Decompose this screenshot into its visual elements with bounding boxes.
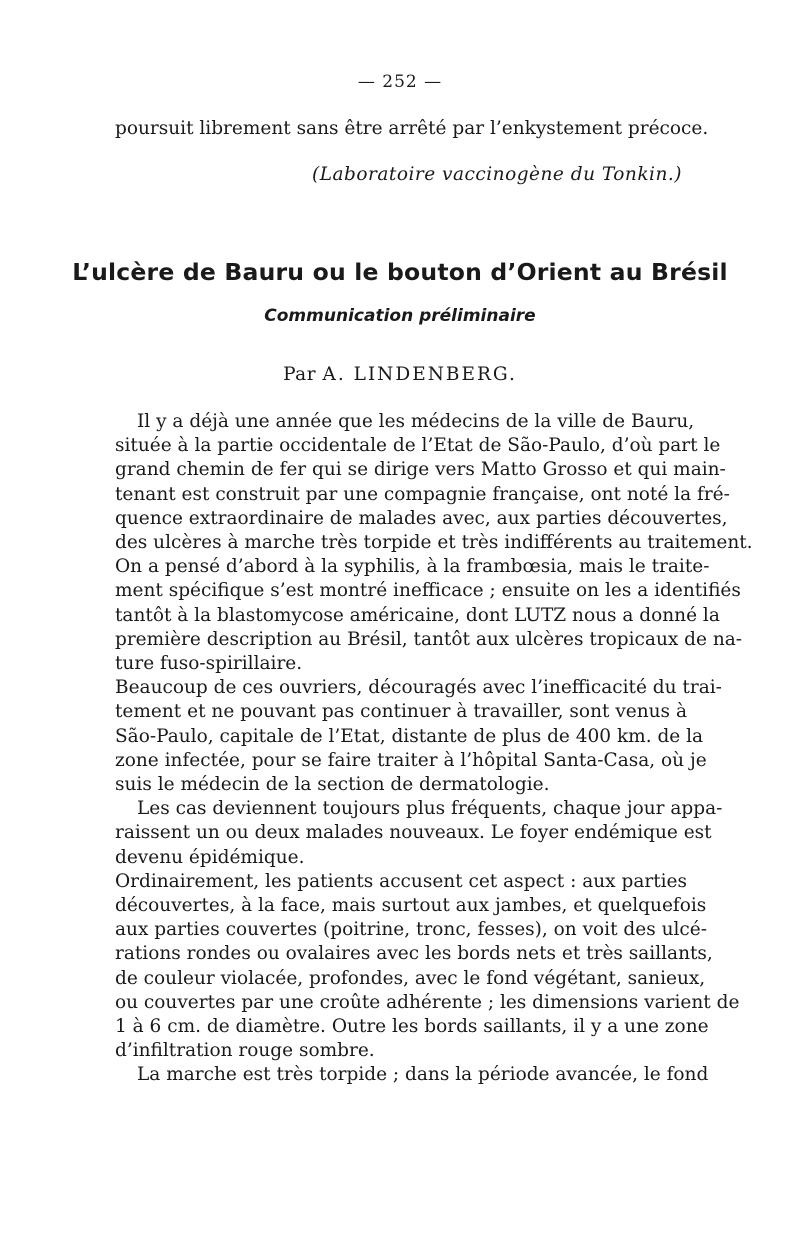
- body-line: ment spécifique s’est montré inefficace ; ensuite on les a identifiés: [115, 580, 741, 602]
- body-line: grand chemin de fer qui se dirige vers Matto Grosso et qui main-: [115, 459, 726, 481]
- body-line: Ordinairement, les patients accusent cet aspect : aux parties: [115, 870, 687, 892]
- body-line: ture fuso-spirillaire.: [115, 653, 303, 675]
- body-line: découvertes, à la face, mais surtout aux jambes, et quelquefois: [115, 895, 707, 917]
- body-line: ou couvertes par une croûte adhérente ; les dimensions varient de: [115, 991, 740, 1013]
- body-line: Les cas deviennent toujours plus fréquents, chaque jour appa-: [137, 798, 723, 820]
- carryover-paragraph: [115, 117, 709, 141]
- body-line: d’infiltration rouge sombre.: [115, 1040, 375, 1062]
- body-line: de couleur violacée, profondes, avec le fond végétant, sanieux,: [115, 967, 706, 989]
- body-line: raissent un ou deux malades nouveaux. Le foyer endémique est: [115, 822, 712, 844]
- body-line: suis le médecin de la section de dermatologie.: [115, 774, 550, 796]
- body-line: tenant est construit par une compagnie française, ont noté la fré-: [115, 483, 730, 505]
- author-prefix: Par: [283, 364, 317, 385]
- body-line: 1 à 6 cm. de diamètre. Outre les bords saillants, il y a une zone: [115, 1016, 709, 1038]
- carryover-line: poursuit librement sans être arrêté par l’enkystement précoce.: [115, 118, 709, 139]
- lab-credit: (Laboratoire vaccinogène du Tonkin.): [312, 164, 682, 185]
- body-line: São-Paulo, capitale de l’Etat, distante de plus de 400 km. de la: [115, 725, 704, 747]
- body-line: aux parties couvertes (poitrine, tronc, fesses), on voit des ulcé-: [115, 919, 707, 941]
- body-line: devenu épidémique.: [115, 846, 305, 868]
- body-line: Beaucoup de ces ouvriers, découragés avec l’inefficacité du trai-: [115, 677, 722, 699]
- article-author: [0, 364, 800, 385]
- body-line: située à la partie occidentale de l’Etat de São-Paulo, d’où part le: [115, 435, 721, 457]
- body-line: rations rondes ou ovalaires avec les bords nets et très saillants,: [115, 943, 713, 965]
- author-name: A. LINDENBERG.: [322, 364, 517, 385]
- body-line: Il y a déjà une année que les médecins de la ville de Bauru,: [137, 411, 695, 432]
- page-number: — 252 —: [357, 72, 443, 92]
- body-line: quence extraordinaire de malades avec, aux parties découvertes,: [115, 507, 728, 529]
- body-line: tantôt à la blastomycose américaine, dont LUTZ nous a donné la: [115, 604, 720, 626]
- body-line: La marche est très torpide ; dans la période avancée, le fond: [137, 1064, 709, 1086]
- body-line: première description au Brésil, tantôt aux ulcères tropicaux de na-: [115, 628, 743, 650]
- article-subtitle: Communication préliminaire: [264, 306, 536, 326]
- article-body: [115, 410, 753, 1088]
- body-line: On a pensé d’abord à la syphilis, à la frambœsia, mais le traite-: [115, 556, 710, 578]
- body-line: tement et ne pouvant pas continuer à travailler, sont venus à: [115, 701, 687, 723]
- body-line: des ulcères à marche très torpide et très indifférents au traitement.: [115, 532, 753, 554]
- article-title: L’ulcère de Bauru ou le bouton d’Orient au Brésil: [72, 258, 728, 286]
- body-line: zone infectée, pour se faire traiter à l’hôpital Santa-Casa, où je: [115, 749, 707, 771]
